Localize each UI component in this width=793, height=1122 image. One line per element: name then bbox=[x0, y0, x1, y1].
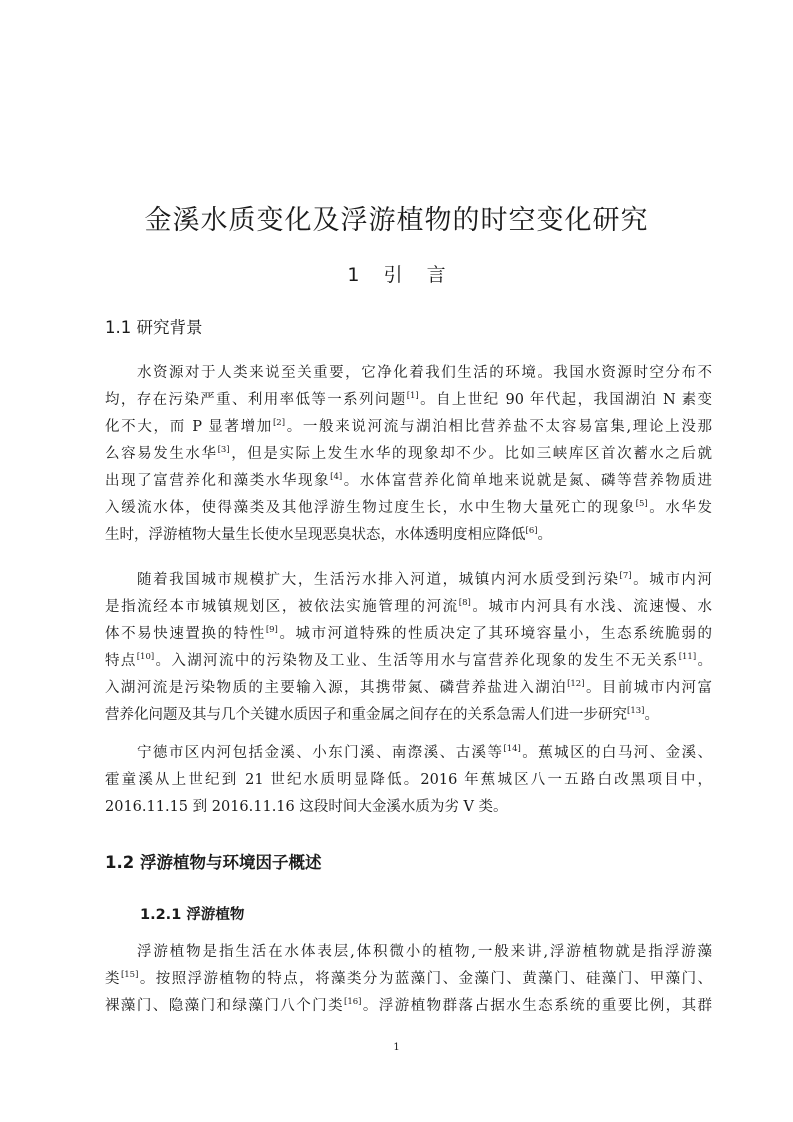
text-run: 体不易快速置换的特性 bbox=[105, 626, 266, 642]
text-line bbox=[105, 794, 712, 821]
text-run: 特点 bbox=[105, 653, 137, 669]
text-run: 出现了富营养化和藻类水华现象 bbox=[105, 473, 331, 489]
citation-ref: [8] bbox=[458, 598, 471, 608]
text-run: 营养化问题及其与几个关键水质因子和重金属之间存在的关系急需人们进一步研究 bbox=[105, 707, 627, 723]
citation-ref: [4] bbox=[330, 472, 343, 482]
text-run: 。目前城市内河富 bbox=[584, 680, 712, 696]
text-line bbox=[105, 468, 712, 495]
paragraph bbox=[105, 939, 712, 1020]
citation-ref: [3] bbox=[217, 445, 230, 455]
citation-ref: [6] bbox=[525, 526, 538, 536]
citation-ref: [9] bbox=[265, 625, 278, 635]
text-run: 。浮游植物群落占据水生态系统的重要比例，其群 bbox=[361, 998, 712, 1014]
text-run: 入缓流水体，使得藻类及其他浮游生物过度生长，水中生物大量死亡的现象 bbox=[105, 500, 636, 516]
text-run: 入湖河流是污染物质的主要输入源，其携带氮、磷营养盐进入湖泊 bbox=[105, 680, 568, 696]
citation-ref: [16] bbox=[344, 997, 362, 1007]
text-run: 2016.11.15 到 2016.11.16 这段时间大金溪水质为劣 V 类。 bbox=[105, 799, 508, 815]
text-run: 。按照浮游植物的特点，将藻类分为蓝藻门、金藻门、黄藻门、硅藻门、甲藻门、 bbox=[138, 971, 712, 987]
text-line bbox=[105, 567, 712, 594]
text-line bbox=[105, 740, 712, 767]
citation-ref: [2] bbox=[272, 418, 286, 428]
text-line bbox=[105, 993, 712, 1020]
text-run: 裸藻门、隐藻门和绿藻门八个门类 bbox=[105, 998, 345, 1014]
text-run: 水资源对于人类来说至关重要，它净化着我们生活的环境。我国水资源时空分布不 bbox=[137, 365, 712, 381]
citation-ref: [10] bbox=[136, 652, 155, 662]
text-run: 。城市内河 bbox=[631, 572, 712, 588]
paper-title: 金溪水质变化及浮游植物的时空变化研究 bbox=[144, 205, 649, 236]
text-line bbox=[105, 675, 712, 702]
text-run: 化不大，而 P 显著增加 bbox=[105, 419, 273, 435]
text-run: 么容易发生水华 bbox=[105, 446, 218, 462]
citation-ref: [15] bbox=[120, 970, 139, 980]
text-run: 是指流经本市城镇规划区，被依法实施管理的河流 bbox=[105, 599, 459, 615]
citation-ref: [12] bbox=[567, 679, 585, 689]
paragraph bbox=[105, 567, 712, 729]
text-run: 。入湖河流中的污染物及工业、生活等用水与富营养化现象的发生不无关系 bbox=[154, 653, 679, 669]
text-run: 随着我国城市规模扩大，生活污水排入河道，城镇内河水质受到污染 bbox=[137, 572, 620, 588]
text-run: 霍童溪从上世纪到 21 世纪水质明显降低。2016 年蕉城区八一五路白改黑项目中， bbox=[105, 772, 712, 788]
citation-ref: [7] bbox=[619, 571, 632, 581]
text-run: 均，存在污染严重、利用率低等一系列问题 bbox=[105, 392, 407, 408]
citation-ref: [14] bbox=[503, 744, 521, 754]
text-line bbox=[105, 441, 712, 468]
text-line bbox=[105, 522, 712, 549]
text-run: 。 bbox=[537, 527, 553, 543]
text-run: 生时，浮游植物大量生长使水呈现恶臭状态，水体透明度相应降低 bbox=[105, 527, 526, 543]
text-line bbox=[105, 414, 712, 441]
text-line bbox=[105, 702, 712, 729]
text-run: 。 bbox=[696, 653, 712, 669]
section-heading-1-1: 1.1 研究背景 bbox=[105, 318, 203, 337]
text-run: 。水体富营养化简单地来说就是氮、磷等营养物质进 bbox=[342, 473, 712, 489]
text-line bbox=[105, 360, 712, 387]
text-run: ，但是实际上发生水华的现象却不少。比如三峡库区首次蓄水之后就 bbox=[229, 446, 712, 462]
page-number: 1 bbox=[393, 1042, 400, 1053]
text-run: 。一般来说河流与湖泊相比营养盐不太容易富集,理论上没那 bbox=[285, 419, 712, 435]
text-line bbox=[105, 767, 712, 794]
citation-ref: [11] bbox=[678, 652, 697, 662]
paragraph bbox=[105, 360, 712, 549]
text-line bbox=[105, 966, 712, 993]
citation-ref: [1] bbox=[406, 391, 419, 401]
paragraph bbox=[105, 740, 712, 821]
chapter-heading: 1 引 言 bbox=[347, 264, 446, 286]
text-run: 浮游植物是指生活在水体表层,体积微小的植物,一般来讲,浮游植物就是指浮游藻 bbox=[137, 944, 712, 960]
text-line bbox=[105, 621, 712, 648]
text-run: 。 bbox=[644, 707, 659, 723]
text-line bbox=[105, 594, 712, 621]
text-line bbox=[105, 387, 712, 414]
section-heading-1-2: 1.2 浮游植物与环境因子概述 bbox=[105, 853, 322, 872]
citation-ref: [13] bbox=[627, 706, 645, 716]
text-run: 。自上世纪 90 年代起，我国湖泊 N 素变 bbox=[418, 392, 712, 408]
text-run: 。城市内河具有水浅、流速慢、水 bbox=[470, 599, 712, 615]
text-run: 。蕉城区的白马河、金溪、 bbox=[520, 745, 712, 761]
text-line bbox=[105, 939, 712, 966]
text-run: 宁德市区内河包括金溪、小东门溪、南漈溪、古溪等 bbox=[137, 745, 504, 761]
text-run: 。城市河道特殊的性质决定了其环境容量小，生态系统脆弱的 bbox=[277, 626, 712, 642]
citation-ref: [5] bbox=[635, 499, 648, 509]
text-line bbox=[105, 495, 712, 522]
text-run: 。水华发 bbox=[647, 500, 712, 516]
text-line bbox=[105, 648, 712, 675]
subsection-heading-1-2-1: 1.2.1 浮游植物 bbox=[140, 907, 245, 923]
text-run: 类 bbox=[105, 971, 121, 987]
